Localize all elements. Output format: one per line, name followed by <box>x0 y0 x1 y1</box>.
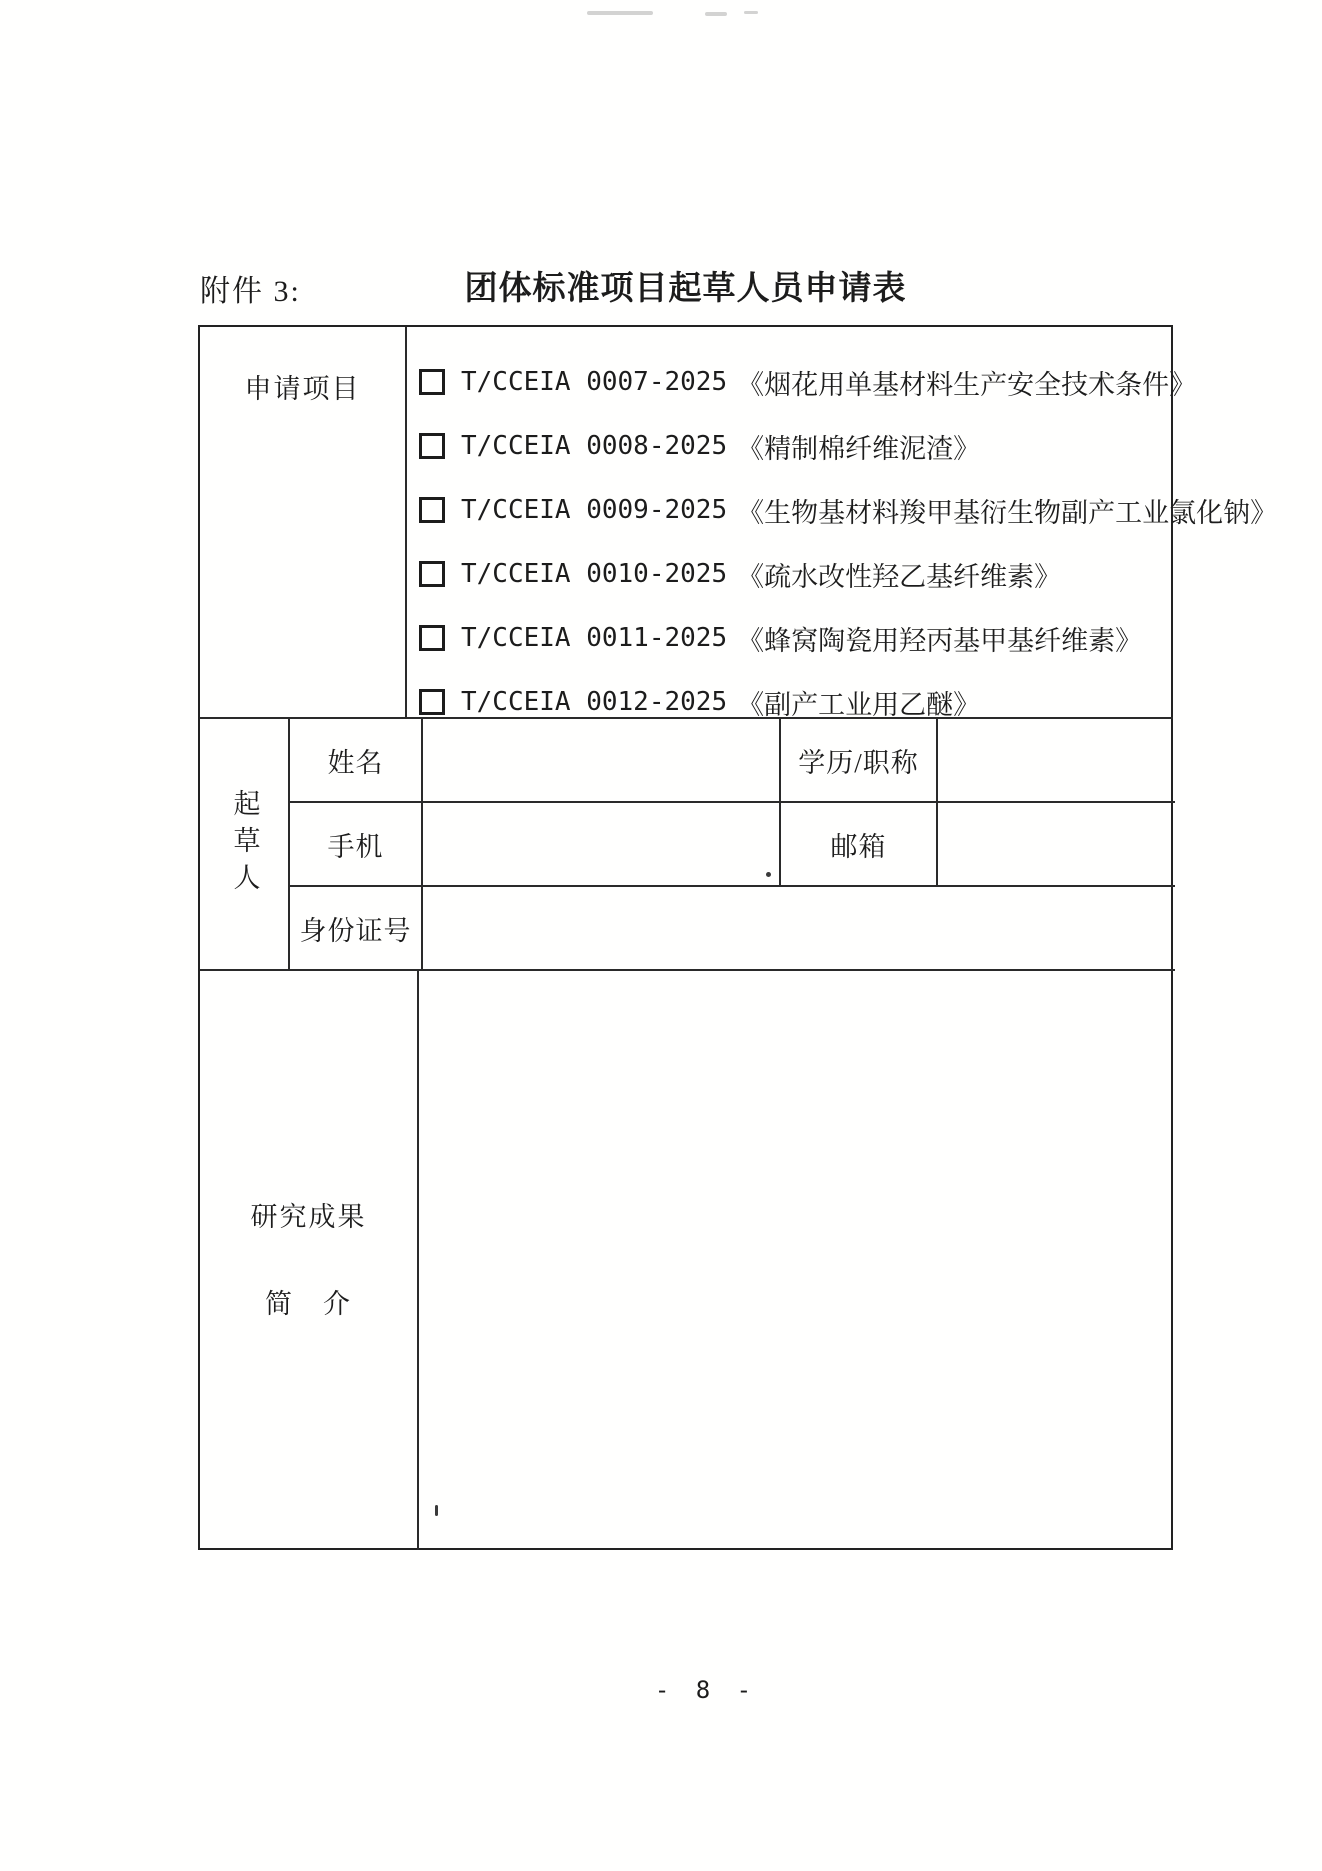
project-title: 《蜂窝陶瓷用羟丙基甲基纤维素》 <box>737 625 1143 656</box>
research-summary-input-cell[interactable] <box>419 971 1173 1550</box>
page-number: - 8 - <box>654 1676 758 1704</box>
project-option <box>419 430 1169 462</box>
ink-speck <box>435 1505 438 1516</box>
checkbox-icon[interactable] <box>419 625 445 651</box>
research-summary-label-cell <box>200 971 419 1550</box>
drafter-section-label: 起草人 <box>229 788 260 900</box>
project-code: T/CCEIA 0012-2025 <box>461 687 728 717</box>
project-code: T/CCEIA 0008-2025 <box>461 431 728 461</box>
project-code: T/CCEIA 0009-2025 <box>461 495 728 525</box>
id-number-input-cell[interactable] <box>423 887 1175 971</box>
project-title: 《精制棉纤维泥渣》 <box>737 433 981 464</box>
mobile-label: 手机 <box>290 803 423 887</box>
checkbox-icon[interactable] <box>419 369 445 395</box>
checkbox-icon[interactable] <box>419 561 445 587</box>
research-summary-label-line1: 研究成果 <box>250 1202 367 1232</box>
email-input-cell[interactable] <box>938 803 1175 887</box>
checkbox-icon[interactable] <box>419 497 445 523</box>
project-title: 《烟花用单基材料生产安全技术条件》 <box>737 369 1197 400</box>
application-projects-label: 申请项目 <box>200 327 407 719</box>
application-form-table <box>198 325 1278 1550</box>
name-label: 姓名 <box>290 719 423 803</box>
scan-artifact <box>587 11 653 15</box>
project-option <box>419 622 1169 654</box>
mobile-input-cell[interactable] <box>423 803 781 887</box>
checkbox-icon[interactable] <box>419 689 445 715</box>
project-option <box>419 558 1169 590</box>
name-input-cell[interactable] <box>423 719 781 803</box>
project-option <box>419 494 1278 528</box>
scan-artifact <box>705 12 727 16</box>
email-label: 邮箱 <box>781 803 938 887</box>
education-title-input-cell[interactable] <box>938 719 1175 803</box>
research-summary-label-line2: 简 介 <box>265 1289 352 1319</box>
project-title: 《副产工业用乙醚》 <box>737 689 981 720</box>
scan-artifact <box>744 11 758 14</box>
page-title: 团体标准项目起草人员申请表 <box>464 269 907 306</box>
project-code: T/CCEIA 0011-2025 <box>461 623 728 653</box>
id-number-label: 身份证号 <box>290 887 423 971</box>
ink-speck <box>766 872 771 877</box>
project-checklist <box>407 327 1278 720</box>
project-code: T/CCEIA 0010-2025 <box>461 559 728 589</box>
project-code: T/CCEIA 0007-2025 <box>461 367 728 397</box>
drafter-section-label-cell <box>200 719 290 971</box>
project-option <box>419 686 1169 718</box>
project-title: 《生物基材料羧甲基衍生物副产工业氯化钠》 <box>737 497 1278 528</box>
attachment-label: 附件 3: <box>200 275 301 308</box>
project-title: 《疏水改性羟乙基纤维素》 <box>737 561 1062 592</box>
project-option <box>419 366 1197 400</box>
education-title-label: 学历/职称 <box>781 719 938 803</box>
checkbox-icon[interactable] <box>419 433 445 459</box>
